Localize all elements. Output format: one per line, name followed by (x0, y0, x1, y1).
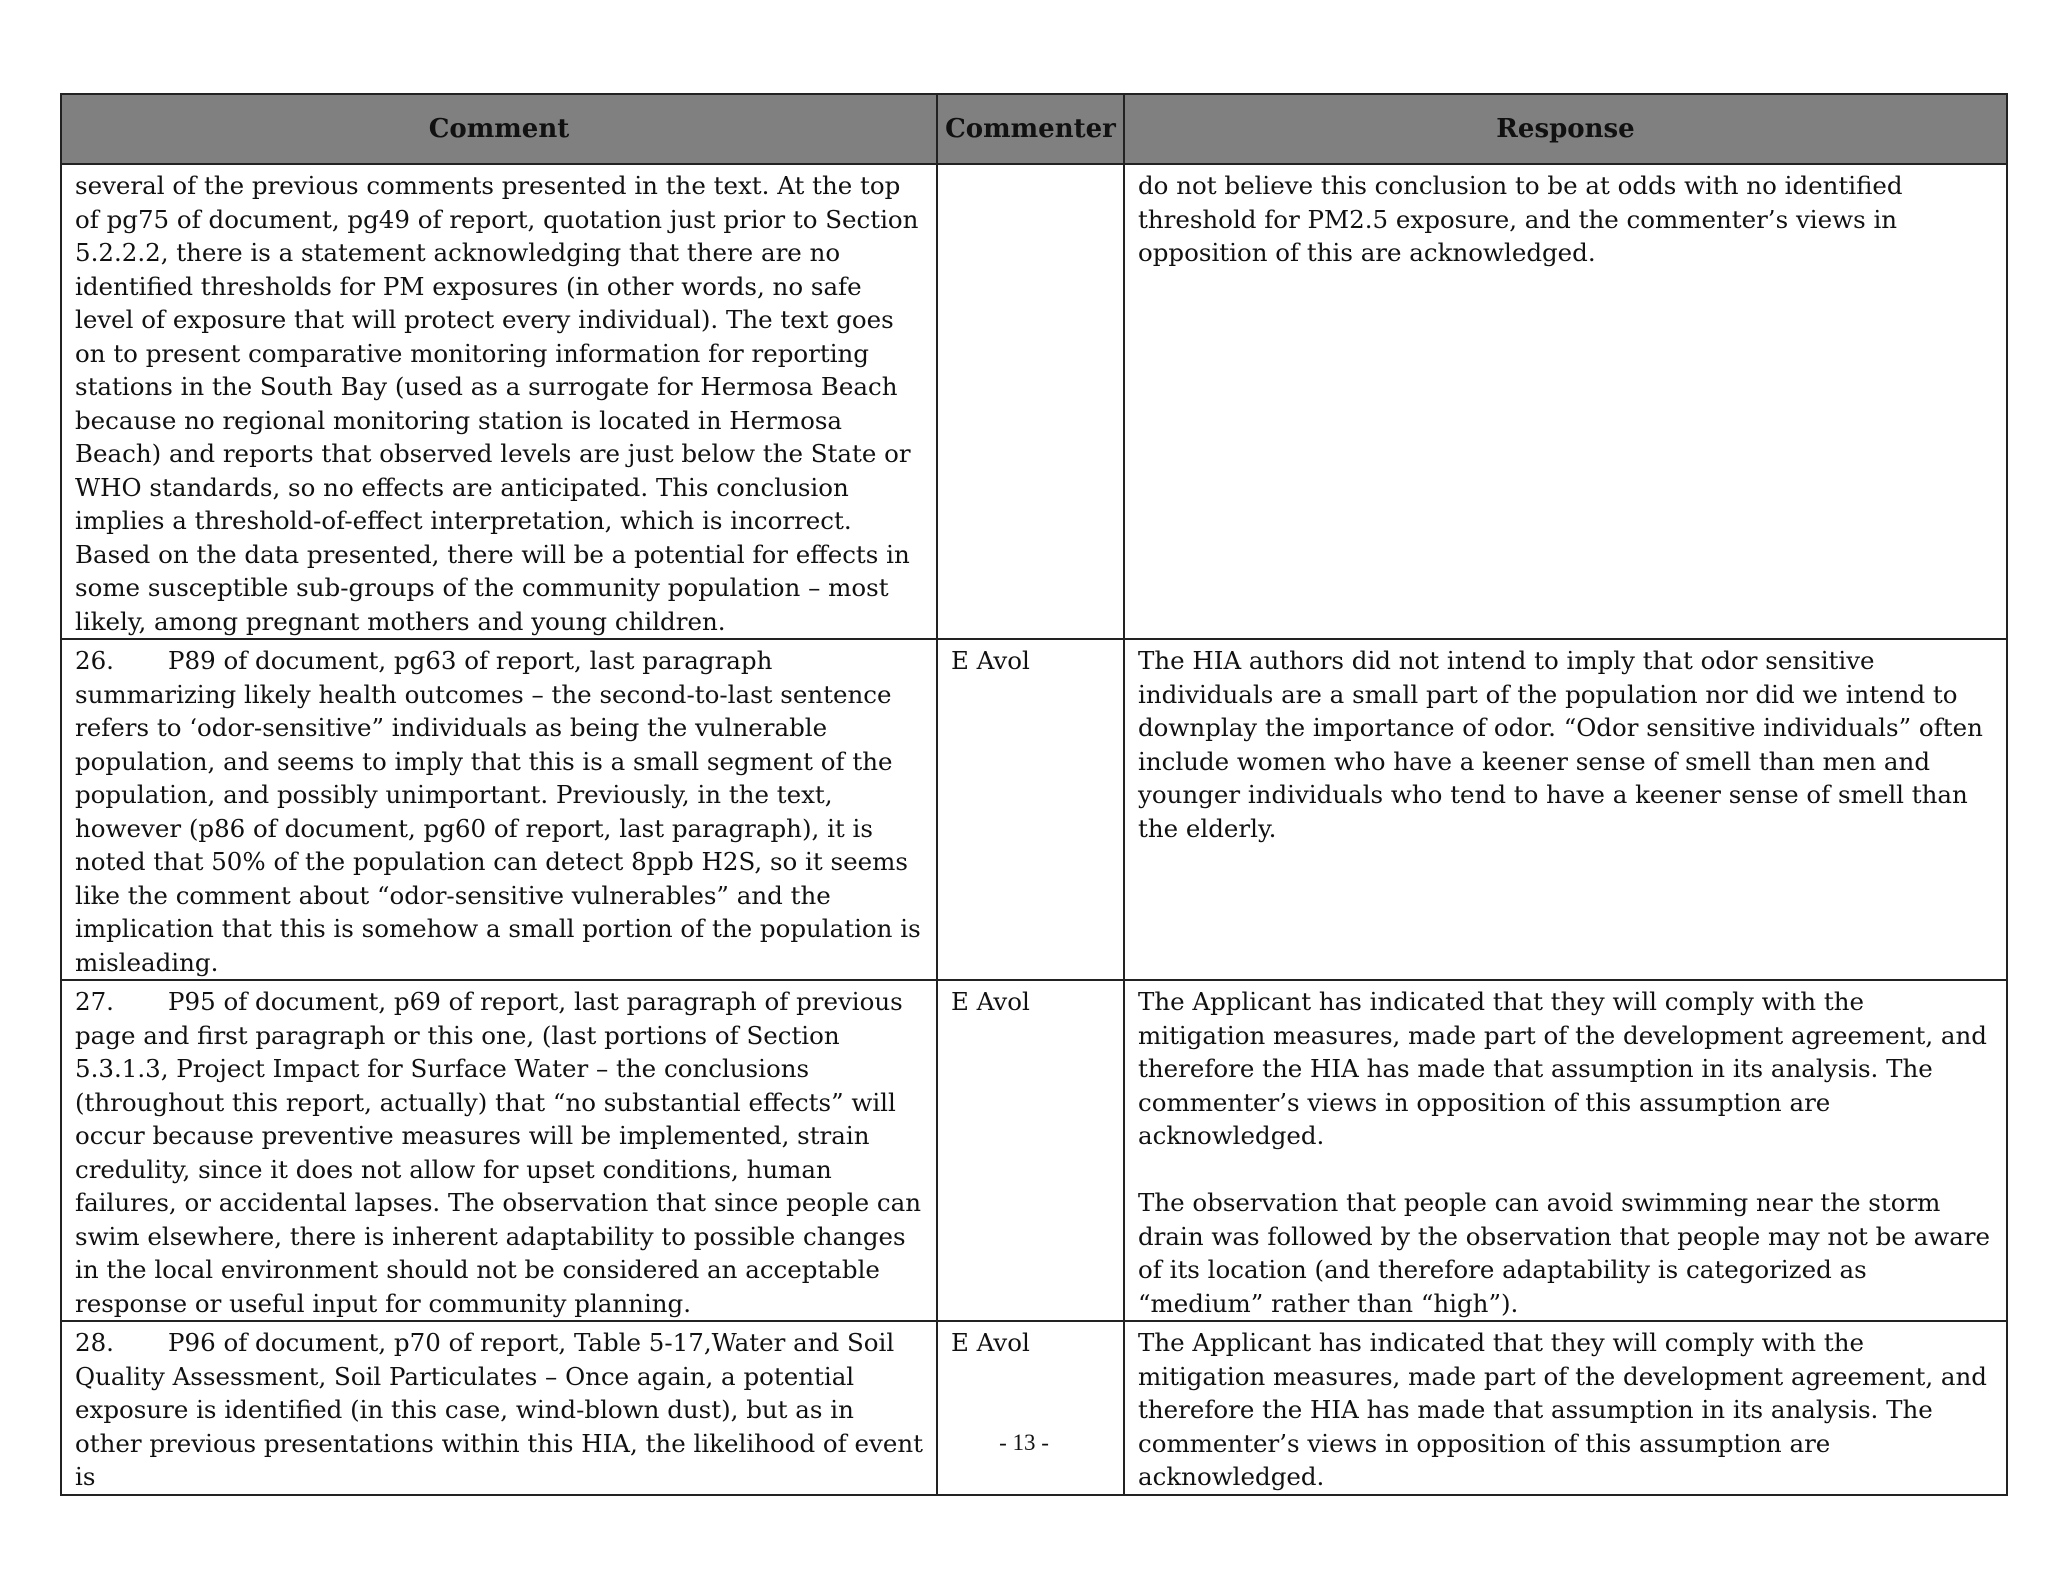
comment-cell: several of the previous comments presented in the text. At the top of pg75 of document, pg49 of report, quotation just prior to Section 5.2.2.2, there is a statement acknowledging that there are no identified thresholds for PM exposures (in other words, no safe level of exposure that will protect every individual). The text goes on to present comparative monitoring information for reporting stations in the South Bay (used as a surrogate for Hermosa Beach because no regional monitoring station is located in Hermosa Beach) and reports that observed levels are just below the State or WHO standards, so no effects are anticipated. This conclusion implies a threshold-of-effect interpretation, which is incorrect. Based on the data presented, there will be a potential for effects in some susceptible sub-groups of the community population – most likely, among pregnant mothers and young children. (61, 164, 937, 639)
comments-table (60, 93, 2008, 1496)
response-paragraph: The observation that people can avoid swimming near the storm drain was followed by the observation that people may not be aware of its location (and therefore adaptability is categorized as “medium” rather than “high”). (1138, 1188, 1991, 1318)
paragraph-spacer (1138, 1153, 1994, 1187)
table-row (61, 639, 2007, 980)
comment-number: 26. (75, 646, 114, 675)
comment-number: 28. (75, 1328, 114, 1357)
table-header-row (61, 94, 2007, 164)
commenter-cell: E Avol (937, 1321, 1124, 1495)
response-paragraph: The Applicant has indicated that they will comply with the mitigation measures, made part of the development agreement, and therefore the HIA has made that assumption in its analysis. The commenter’s views in opposition of this assumption are acknowledged. (1138, 987, 1987, 1150)
page-number: - 13 - (999, 1430, 1049, 1455)
table-row (61, 1321, 2007, 1495)
commenter-cell (937, 164, 1124, 639)
comment-text: P95 of document, p69 of report, last paragraph of previous page and first paragraph or this one, (last portions of Section 5.3.1.3, Project Impact for Surface Water – the conclusions (throughout this report, actually) that “no substantial effects” will occur because preventive measures will be implemented, strain credulity, since it does not allow for upset conditions, human failures, or accidental lapses. The observation that since people can swim elsewhere, there is inherent adaptability to possible changes in the local environment should not be considered an acceptable response or useful input for community planning. (75, 987, 921, 1318)
comment-number: 27. (75, 987, 114, 1016)
response-cell (1124, 1321, 2007, 1495)
response-paragraph: The Applicant has indicated that they will comply with the mitigation measures, made part of the development agreement, and therefore the HIA has made that assumption in its analysis. The commenter’s views in opposition of this assumption are acknowledged. (1138, 1328, 1987, 1491)
commenter-cell: E Avol (937, 639, 1124, 980)
comment-cell (61, 1321, 937, 1495)
comment-text: P89 of document, pg63 of report, last paragraph summarizing likely health outcomes – the second-to-last sentence refers to ‘odor-sensitive” individuals as being the vulnerable population, and seems to imply that this is a small segment of the population, and possibly unimportant. Previously, in the text, however (p86 of document, pg60 of report, last paragraph), it is noted that 50% of the population can detect 8ppb H2S, so it seems like the comment about “odor-sensitive vulnerables” and the implication that this is somehow a small portion of the population is misleading. (75, 646, 921, 977)
response-cell: do not believe this conclusion to be at odds with no identified threshold for PM2.5 exposure, and the commenter’s views in opposition of this are acknowledged. (1124, 164, 2007, 639)
header-comment: Comment (61, 94, 937, 164)
response-cell (1124, 980, 2007, 1321)
response-cell (1124, 639, 2007, 980)
header-response: Response (1124, 94, 2007, 164)
commenter-cell: E Avol (937, 980, 1124, 1321)
comment-text: P96 of document, p70 of report, Table 5-17,Water and Soil Quality Assessment, Soil Particulates – Once again, a potential exposure is identified (in this case, wind-blown dust), but as in other previous presentations within this HIA, the likelihood of event is (75, 1328, 923, 1491)
comment-cell (61, 639, 937, 980)
table-row-continued (61, 164, 2007, 639)
table-row (61, 980, 2007, 1321)
header-commenter: Commenter (937, 94, 1124, 164)
response-paragraph: The HIA authors did not intend to imply that odor sensitive individuals are a small part of the population nor did we intend to downplay the importance of odor. “Odor sensitive individuals” often include women who have a keener sense of smell than men and younger individuals who tend to have a keener sense of smell than the elderly. (1138, 646, 1983, 843)
comment-cell (61, 980, 937, 1321)
